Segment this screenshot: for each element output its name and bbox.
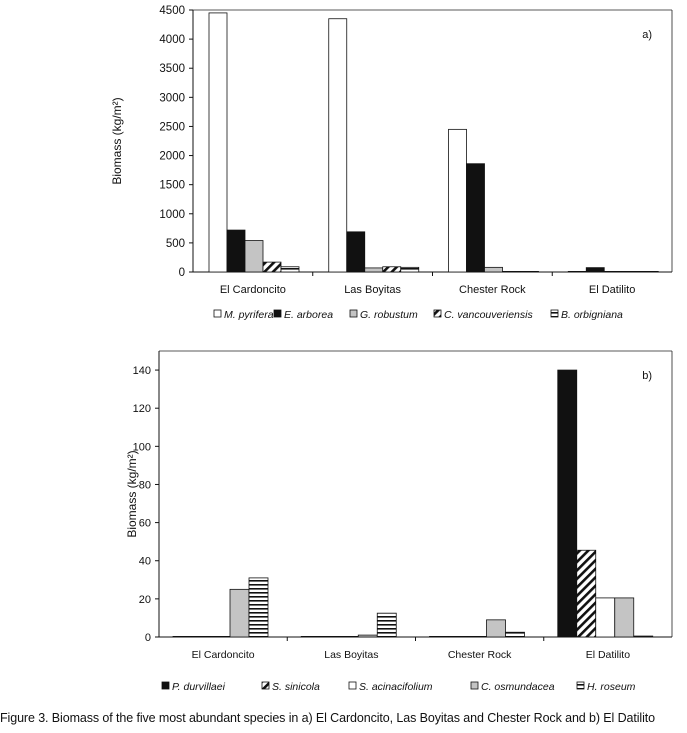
legend-swatch — [162, 682, 169, 689]
bar — [192, 636, 211, 637]
panel-label: a) — [642, 29, 652, 41]
bar — [329, 19, 347, 272]
bar — [449, 129, 467, 272]
bar — [209, 13, 227, 272]
panel-label: b) — [642, 370, 652, 382]
bar — [577, 550, 596, 637]
bar — [281, 267, 299, 272]
bar — [249, 578, 268, 637]
x-tick-label: El Cardoncito — [219, 284, 286, 296]
bar — [320, 636, 339, 637]
x-tick-label: El Datilito — [588, 284, 636, 296]
legend-swatch — [214, 310, 221, 317]
bar — [227, 230, 245, 272]
legend-swatch — [350, 310, 357, 317]
y-axis-title: Biomass (kg/m²) — [125, 450, 139, 538]
bar — [558, 370, 577, 637]
chart-b — [125, 351, 672, 693]
chart-a — [110, 5, 672, 321]
legend-swatch — [577, 682, 584, 689]
bar — [347, 232, 365, 272]
y-tick-label: 100 — [132, 441, 151, 454]
y-tick-label: 3000 — [159, 92, 185, 105]
y-tick-label: 120 — [132, 403, 151, 416]
legend-label: S. acinacifolium — [359, 681, 433, 693]
bar — [211, 636, 230, 637]
bar — [173, 636, 192, 637]
legend-label: B. orbigniana — [561, 309, 623, 321]
legend-label: G. robustum — [360, 309, 418, 321]
bar — [521, 271, 539, 272]
bar — [503, 271, 521, 272]
legend-label: M. pyrifera — [224, 309, 274, 321]
legend-swatch — [349, 682, 356, 689]
bar — [586, 268, 604, 272]
legend-swatch — [274, 310, 281, 317]
y-tick-label: 80 — [138, 479, 151, 492]
x-tick-label: Chester Rock — [459, 284, 526, 296]
bar — [245, 241, 263, 272]
y-tick-label: 1500 — [159, 179, 185, 192]
bar — [468, 636, 487, 637]
x-tick-label: Chester Rock — [447, 649, 512, 661]
bar — [615, 598, 634, 637]
y-tick-label: 1000 — [159, 208, 185, 221]
bar — [634, 636, 653, 637]
legend-label: C. osmundacea — [481, 681, 555, 693]
y-tick-label: 20 — [138, 593, 151, 606]
y-tick-label: 0 — [144, 632, 151, 644]
y-axis-title: Biomass (kg/m²) — [110, 97, 124, 185]
y-tick-label: 4500 — [159, 5, 185, 17]
legend-label: H. roseum — [587, 681, 636, 693]
legend-label: C. vancouveriensis — [444, 309, 533, 321]
bar — [383, 267, 401, 272]
y-tick-label: 2500 — [159, 121, 185, 134]
bar — [358, 635, 377, 637]
bar — [640, 271, 658, 272]
x-tick-label: Las Boyitas — [344, 284, 402, 296]
legend-swatch — [471, 682, 478, 689]
y-tick-label: 3500 — [159, 63, 185, 76]
y-tick-label: 500 — [165, 237, 185, 250]
bar — [301, 636, 320, 637]
bar — [365, 268, 383, 272]
y-tick-label: 40 — [138, 555, 151, 568]
legend-swatch — [262, 682, 269, 689]
figure-caption: Figure 3. Biomass of the five most abundant species in a) El Cardoncito, Las Boyitas and Chester Rock and b) El Datilito — [0, 711, 655, 725]
bar — [568, 271, 586, 272]
y-tick-label: 2000 — [159, 150, 185, 163]
legend-label: P. durvillaei — [172, 681, 225, 693]
legend-label: E. arborea — [284, 309, 334, 321]
y-tick-label: 60 — [138, 517, 151, 530]
bar — [467, 164, 485, 272]
y-tick-label: 4000 — [159, 34, 185, 47]
legend-swatch — [551, 310, 558, 317]
bar — [339, 636, 358, 637]
bar — [377, 613, 396, 637]
bar — [485, 267, 503, 272]
bar — [430, 636, 449, 637]
bar — [401, 267, 419, 272]
y-tick-label: 0 — [178, 267, 185, 279]
x-tick-label: Las Boyitas — [324, 649, 379, 661]
x-tick-label: El Datilito — [585, 649, 631, 661]
x-tick-label: El Cardoncito — [191, 649, 255, 661]
bar — [263, 262, 281, 272]
bar — [622, 271, 640, 272]
y-tick-label: 140 — [132, 365, 151, 378]
bar — [487, 620, 506, 637]
legend-swatch — [434, 310, 441, 317]
bar — [604, 271, 622, 272]
bar — [449, 636, 468, 637]
bar — [506, 632, 525, 637]
bar — [230, 589, 249, 637]
legend-label: S. sinicola — [272, 681, 320, 693]
bar — [596, 598, 615, 637]
